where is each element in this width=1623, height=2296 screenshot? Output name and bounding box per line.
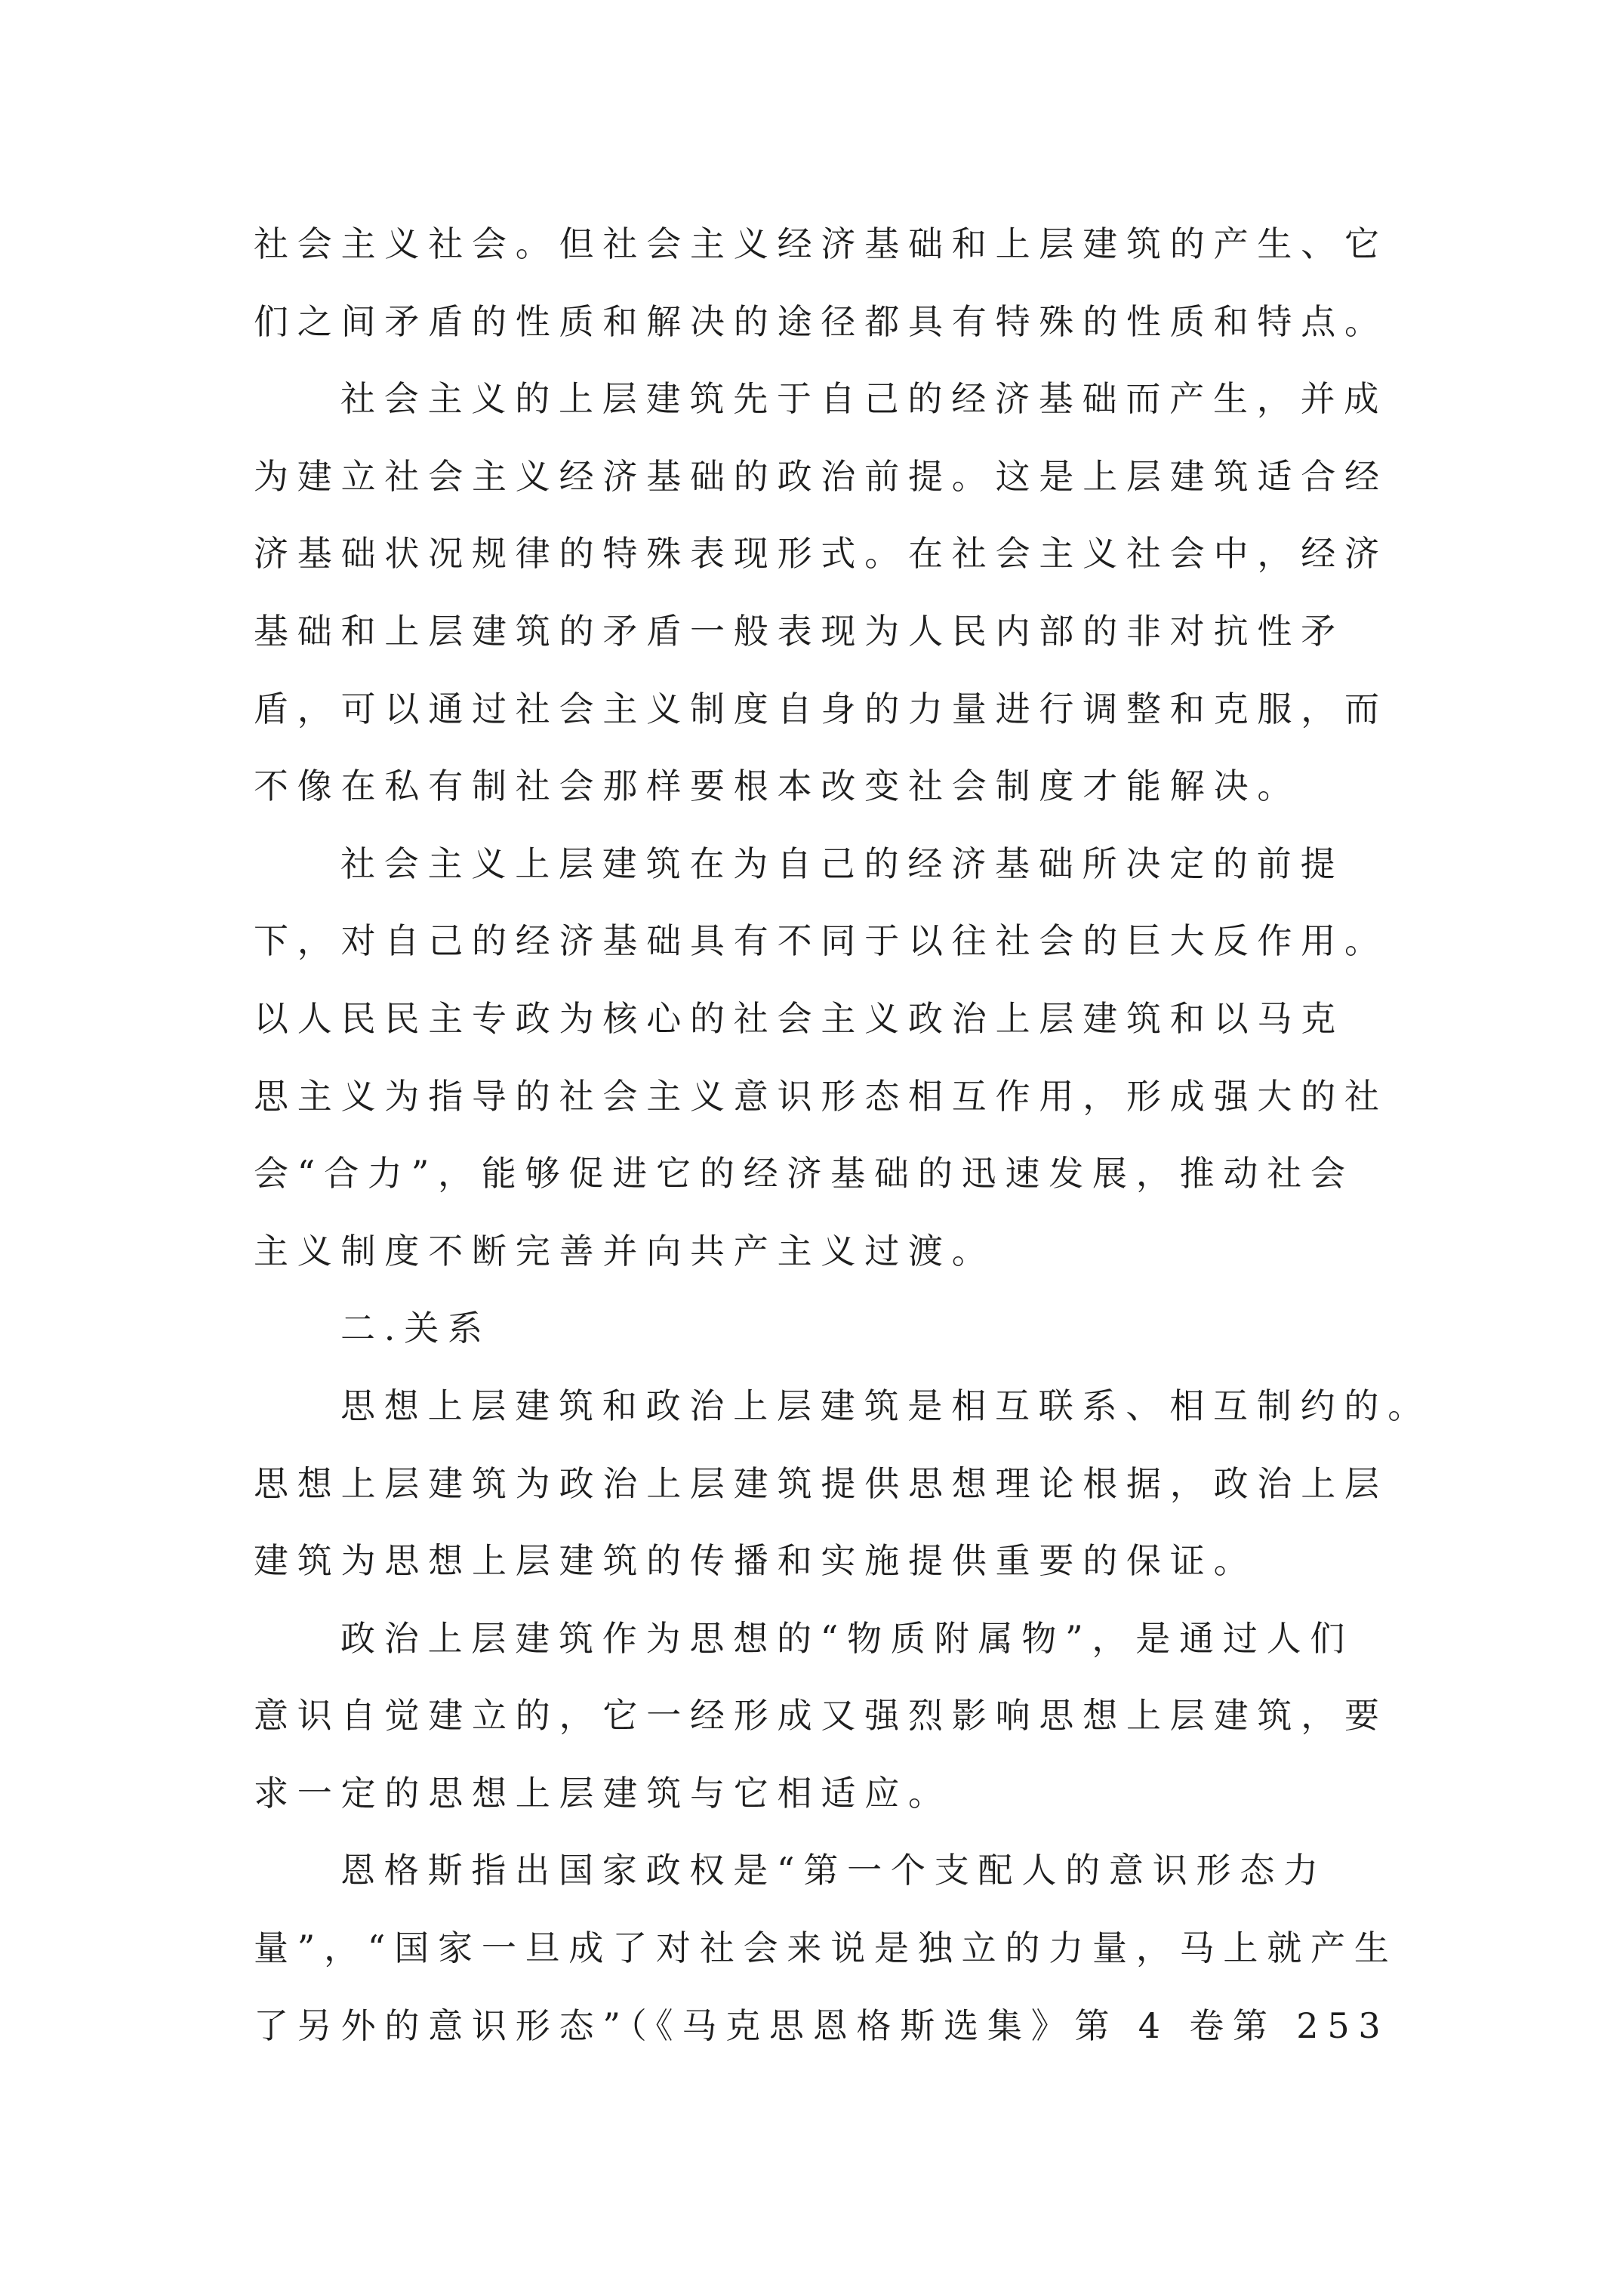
text-line: 意识自觉建立的，它一经形成又强烈影响思想上层建筑，要 <box>254 1695 1388 1737</box>
text-line: 主义制度不断完善并向共产主义过渡。 <box>254 1230 996 1271</box>
text-line: 会“合力”，能够促进它的经济基础的迅速发展，推动社会 <box>254 1153 1354 1194</box>
text-line: 思想上层建筑为政治上层建筑提供思想理论根据，政治上层 <box>254 1462 1388 1504</box>
text-line: 社会主义社会。但社会主义经济基础和上层建筑的产生、它 <box>254 223 1388 264</box>
text-line: 济基础状况规律的特殊表现形式。在社会主义社会中，经济 <box>254 533 1388 575</box>
paragraph-start-line: 社会主义上层建筑在为自己的经济基础所决定的前提 <box>340 843 1344 884</box>
text-line: 为建立社会主义经济基础的政治前提。这是上层建筑适合经 <box>254 455 1388 497</box>
text-line: 求一定的思想上层建筑与它相适应。 <box>254 1772 952 1814</box>
text-line: 们之间矛盾的性质和解决的途径都具有特殊的性质和特点。 <box>254 300 1388 342</box>
text-line: 基础和上层建筑的矛盾一般表现为人民内部的非对抗性矛 <box>254 610 1344 652</box>
text-line: 盾，可以通过社会主义制度自身的力量进行调整和克服，而 <box>254 688 1388 729</box>
paragraph-start-line: 政治上层建筑作为思想的“物质附属物”，是通过人们 <box>340 1617 1354 1659</box>
text-line: 思主义为指导的社会主义意识形态相互作用，形成强大的社 <box>254 1075 1388 1117</box>
paragraph-start-line: 社会主义的上层建筑先于自己的经济基础而产生，并成 <box>340 378 1388 420</box>
text-line: 下，对自己的经济基础具有不同于以往社会的巨大反作用。 <box>254 920 1388 962</box>
text-line: 了另外的意识形态”（《马克思恩格斯选集》第 4 卷第 253 <box>254 2005 1390 2046</box>
body-text <box>254 205 1431 2064</box>
paragraph-start-line: 思想上层建筑和政治上层建筑是相互联系、相互制约的。 <box>340 1385 1431 1426</box>
text-line: 量”，“国家一旦成了对社会来说是独立的力量，马上就产生 <box>254 1928 1398 1969</box>
text-line: 以人民民主专政为核心的社会主义政治上层建筑和以马克 <box>254 997 1344 1039</box>
section-heading: 二.关系 <box>340 1308 491 1349</box>
text-line: 建筑为思想上层建筑的传播和实施提供重要的保证。 <box>254 1540 1258 1582</box>
paragraph-start-line: 恩格斯指出国家政权是“第一个支配人的意识形态力 <box>340 1850 1327 1891</box>
text-line: 不像在私有制社会那样要根本改变社会制度才能解决。 <box>254 766 1301 807</box>
